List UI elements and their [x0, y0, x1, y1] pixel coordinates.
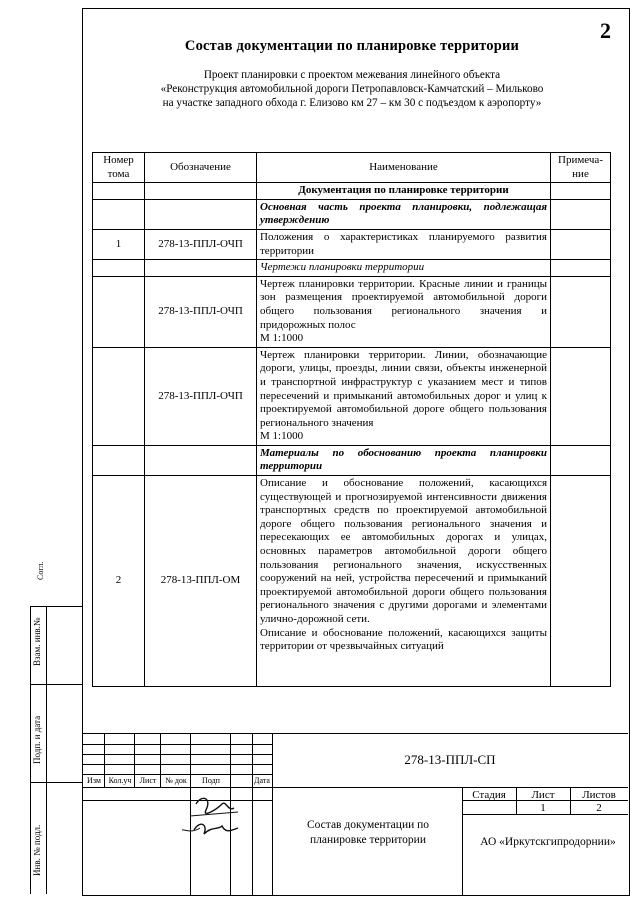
subtitle-line-1: Проект планировки с проектом межевания линейного объекта	[203, 69, 501, 81]
row-2-name: Чертежи планировки территории	[257, 260, 551, 277]
col-list: Лист	[139, 776, 157, 785]
col-izm: Изм	[87, 776, 101, 785]
stamp-doc-title: Состав документации по планировке территории	[306, 819, 430, 846]
stamp-doc-code: 278-13-ППЛ-СП	[404, 752, 496, 767]
signature-marks	[182, 790, 252, 890]
side-podp: Подп. и дата	[32, 715, 42, 764]
materials-heading: Материалы по обоснованию проекта планировки территории	[257, 445, 551, 475]
title-block	[82, 733, 628, 895]
side-mark: Согл.	[36, 561, 45, 580]
side-inv: Инв. № подл.	[32, 824, 42, 876]
row-4-scale: М 1:1000	[260, 430, 304, 443]
row-4-text: Чертеж планировки территории. Линии, обозначающие дороги, улицы, проезды, линии связи, объекты инженерной и транспортной инфраструктур с указанием мест и типов пересечений и примыканий автомобильных дорог и улиц к проектируемой автомобильной дороге общего пользования регионального значения	[260, 348, 547, 429]
row-1-name: Положения о характеристиках планируемого развития территории	[257, 229, 551, 259]
row-materials-code: 278-13-ППЛ-ОМ	[145, 476, 257, 687]
row-3-code: 278-13-ППЛ-ОЧП	[145, 276, 257, 347]
documents-table	[92, 152, 611, 687]
row-4-name	[257, 347, 551, 445]
side-vzam: Взам. инв.№	[32, 617, 42, 666]
col-ndoc: № док	[165, 776, 187, 785]
materials-text-1: Описание и обоснование положений, касающихся существующей и прогнозируемой интенсивности движения транспортных средств по проектируемой автомобильной дороге общего пользования регионального значения и пересекающих ее автомобильных дорогах и улицах, основных параметров автомобильной дороги общего пользования регионального значения, искусственных сооружений на ней, устройства пересечений и примыканий проектируемой автомобильной дороги общего пользования регионального значения с другими дорогами и элементами улично-дорожной сети.	[260, 477, 547, 625]
main-part-heading: Основная часть проекта планировки, подлежащая утверждению	[257, 199, 551, 229]
row-materials-volume: 2	[93, 476, 145, 687]
row-3-scale: М 1:1000	[260, 332, 304, 345]
row-3-name	[257, 276, 551, 347]
col-podp: Подп	[202, 776, 220, 785]
row-4-code: 278-13-ППЛ-ОЧП	[145, 347, 257, 445]
stamp-stage-label: Стадия	[472, 789, 506, 801]
stamp-sheet-value: 1	[540, 802, 546, 814]
col-data: Дата	[254, 776, 270, 785]
stamp-sheet-label: Лист	[531, 789, 555, 801]
page-number: 2	[600, 18, 611, 43]
row-1-code: 278-13-ППЛ-ОЧП	[145, 229, 257, 259]
subtitle-line-3: на участке западного обхода г. Елизово км 27 – км 30 с подъездом к аэропорту»	[162, 97, 542, 109]
document-title: Состав документации по планировке территории	[184, 38, 520, 54]
header-name: Наименование	[257, 153, 551, 183]
header-volume: Номер тома	[93, 153, 145, 183]
header-notes: Примеча-ние	[551, 153, 611, 183]
stamp-org: АО «Иркутскгипродорнии»	[480, 836, 616, 848]
side-strip	[30, 606, 82, 894]
section-title: Документация по планировке территории	[257, 183, 551, 200]
col-kolich: Кол.уч	[108, 776, 132, 785]
row-1-volume: 1	[93, 229, 145, 259]
row-materials-name	[257, 476, 551, 687]
stamp-sheets-label: Листов	[582, 789, 616, 801]
subtitle-line-2: «Реконструкция автомобильной дороги Петропавловск-Камчатский – Мильково	[160, 83, 544, 95]
stamp-sheets-value: 2	[596, 802, 602, 814]
materials-text-2: Описание и обоснование положений, касающихся защиты территории от чрезвычайных ситуаций	[260, 626, 547, 653]
row-3-text: Чертеж планировки территории. Красные линии и границы зон размещения проектируемой автомобильной дороги общего пользования регионального значения и придорожных полос	[260, 277, 547, 331]
header-designation: Обозначение	[145, 153, 257, 183]
